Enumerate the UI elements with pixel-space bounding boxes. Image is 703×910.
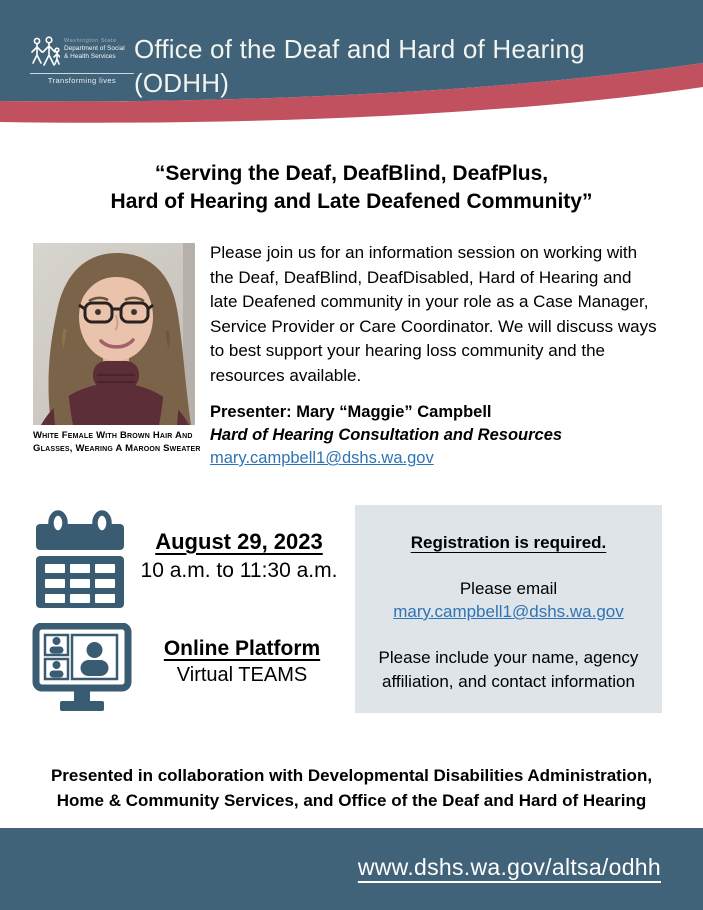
presenter-portrait-photo: [33, 243, 195, 425]
logo-org-line2: Department of Social: [64, 45, 125, 52]
presenter-role: Hard of Hearing Consultation and Resources: [210, 426, 563, 444]
page-title-line2: (ODHH): [134, 68, 230, 98]
registration-box: [355, 505, 662, 713]
registration-heading: Registration is required.: [410, 533, 607, 552]
registration-note-line1: Please include your name, agency: [378, 648, 639, 667]
collaboration-line1: Presented in collaboration with Developmental Disabilities Administration,: [50, 766, 653, 785]
video-conference-icon: [32, 623, 132, 717]
people-figures-icon: [30, 36, 60, 70]
platform-label: Online Platform: [163, 637, 321, 660]
session-description: [210, 241, 662, 470]
logo-divider: [30, 73, 134, 74]
page-title-line1: Office of the Deaf and Hard of Hearing: [134, 34, 585, 64]
event-datetime: [115, 529, 363, 583]
collaboration-note: [0, 763, 703, 813]
event-date: August 29, 2023: [155, 529, 323, 554]
portrait-illustration: [33, 243, 195, 425]
dshs-logo: [30, 36, 134, 85]
logo-org-line1: Washington State: [64, 38, 117, 44]
registration-note-line2: affiliation, and contact information: [382, 672, 635, 691]
photo-caption: [33, 429, 205, 455]
registration-email-link[interactable]: mary.campbell1@dshs.wa.gov: [393, 602, 624, 621]
registration-intro: Please email: [459, 579, 558, 598]
platform-info: [118, 637, 366, 687]
schedule-section: [0, 505, 703, 735]
logo-org-line3: & Health Services: [64, 53, 116, 60]
page-title: [134, 32, 585, 100]
footer-band: [0, 828, 703, 910]
photo-caption-line1: White Female With Brown Hair And: [33, 430, 193, 441]
footer-url-link[interactable]: www.dshs.wa.gov/altsa/odhh: [357, 854, 661, 880]
logo-text: [64, 36, 125, 61]
presenter-info: [210, 401, 662, 470]
event-time: 10 a.m. to 11:30 a.m.: [140, 559, 338, 582]
presenter-name: Presenter: Mary “Maggie” Campbell: [210, 403, 492, 421]
session-paragraph: Please join us for an information session on working with the Deaf, DeafBlind, DeafDisabled, Hard of Hearing and late Deafened community in your role as a Case Manager, Service Provider or Care Coordinator. We will discuss ways to best support your hearing loss community and the resources available.: [210, 243, 657, 385]
mission-quote: [0, 160, 703, 216]
mission-quote-line2: Hard of Hearing and Late Deafened Community”: [110, 190, 593, 213]
collaboration-line2: Home & Community Services, and Office of the Deaf and Hard of Hearing: [56, 791, 647, 810]
logo-tagline: Transforming lives: [47, 76, 117, 85]
mission-quote-line1: “Serving the Deaf, DeafBlind, DeafPlus,: [154, 162, 549, 185]
header-band: [0, 0, 703, 132]
calendar-icon: [36, 510, 124, 608]
photo-caption-line2: Glasses, Wearing A Maroon Sweater: [33, 443, 201, 454]
registration-note: [355, 646, 662, 694]
presenter-email-link[interactable]: mary.campbell1@dshs.wa.gov: [210, 449, 434, 467]
platform-value: Virtual TEAMS: [176, 664, 308, 686]
